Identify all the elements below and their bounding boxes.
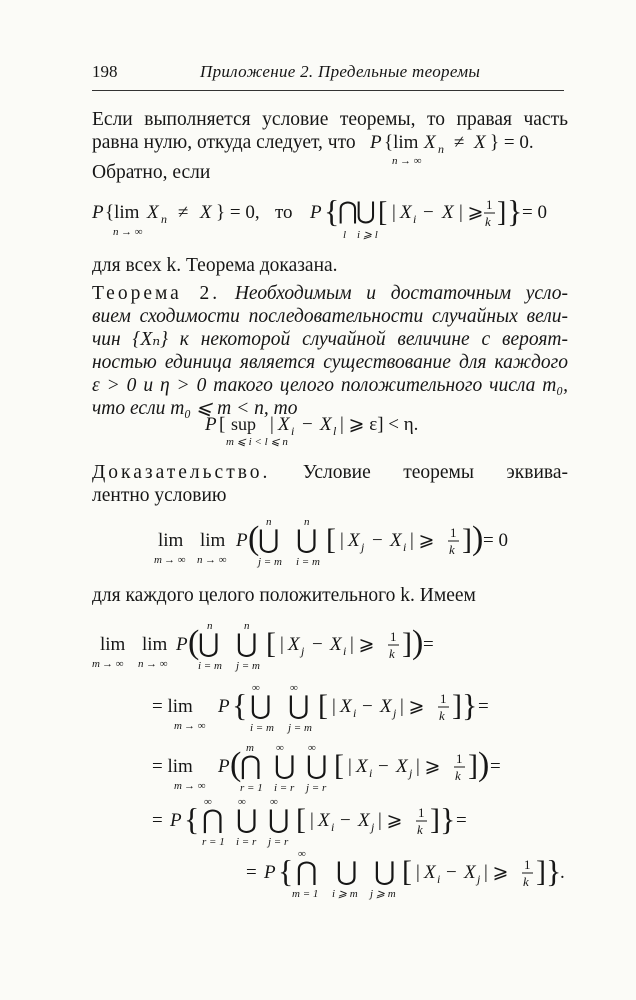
svg-text:X: X (278, 414, 290, 435)
svg-text:m: m (174, 720, 182, 732)
theorem-line-2: вием сходимости последовательности случайных вели- (92, 306, 568, 327)
svg-text:⋂: ⋂ (338, 199, 358, 225)
svg-text:[: [ (266, 627, 276, 660)
svg-text:n: n (244, 620, 250, 632)
svg-text:[: [ (402, 855, 412, 888)
svg-text:(: ( (248, 520, 260, 557)
svg-text:→ ∞: → ∞ (400, 155, 422, 166)
svg-text:i: i (353, 706, 357, 720)
svg-text:X: X (318, 810, 330, 831)
svg-text:1: 1 (418, 805, 425, 820)
svg-text:⋃: ⋃ (268, 805, 290, 834)
svg-text:⋃: ⋃ (296, 525, 318, 554)
svg-text:∞: ∞ (238, 796, 246, 808)
svg-text:(: ( (188, 624, 200, 661)
svg-text:X: X (442, 202, 454, 223)
svg-text:j: j (393, 706, 397, 720)
svg-text:n: n (197, 554, 203, 566)
text-line-2 (92, 131, 356, 154)
svg-text:r = 1: r = 1 (240, 782, 263, 794)
svg-text:k: k (439, 708, 445, 723)
svg-text:m = 1: m = 1 (292, 888, 319, 900)
svg-text:]: ] (462, 523, 472, 556)
svg-text:j = m: j = m (258, 556, 282, 568)
svg-text:∞: ∞ (276, 742, 284, 754)
equation-3 (0, 510, 636, 580)
svg-text:| ⩾: | ⩾ (416, 756, 441, 777)
svg-text:{: { (324, 193, 340, 229)
proof-line-1 (92, 461, 568, 484)
svg-text:): ) (478, 746, 490, 783)
svg-text:m: m (92, 658, 100, 670)
svg-text:[: [ (219, 414, 226, 435)
svg-text:j: j (371, 820, 375, 834)
svg-text:|: | (392, 202, 396, 223)
svg-text:≠: ≠ (178, 202, 189, 223)
svg-text:m ⩽ i < l ⩽ n: m ⩽ i < l ⩽ n (226, 436, 288, 448)
svg-text:X: X (348, 530, 360, 551)
svg-text:i: i (331, 820, 335, 834)
svg-text:X: X (380, 696, 392, 717)
svg-text:k: k (455, 768, 461, 783)
svg-text:= lim: = lim (152, 756, 193, 777)
svg-text:|: | (332, 696, 336, 717)
svg-text:X: X (356, 756, 368, 777)
svg-text:j = m: j = m (236, 660, 260, 672)
svg-text:j: j (477, 872, 481, 886)
svg-text:P: P (236, 530, 248, 551)
svg-text:→ ∞: → ∞ (102, 658, 124, 670)
svg-text:n: n (304, 516, 310, 528)
text-line-2-words: равна нулю, откуда следует, что (92, 132, 356, 153)
svg-text:l: l (343, 229, 347, 241)
svg-text:⋃: ⋃ (236, 629, 258, 658)
svg-text:X: X (390, 530, 402, 551)
theorem-line-6: что если m₀ ⩽ m < n, то (92, 398, 298, 419)
svg-text:−: − (362, 696, 373, 717)
svg-text:} = 0,: } = 0, (216, 202, 260, 223)
eq1-word: то (275, 202, 293, 223)
svg-text:(: ( (230, 746, 242, 783)
svg-text:P: P (218, 756, 230, 777)
svg-text:[: [ (378, 197, 388, 228)
svg-text:{lim: {lim (384, 132, 419, 153)
svg-text:∞: ∞ (270, 796, 278, 808)
proof-line-3: для каждого целого положительного k. Имеем (92, 585, 476, 606)
svg-text:→ ∞: → ∞ (164, 554, 186, 566)
svg-text:]: ] (536, 855, 546, 888)
svg-text:|: | (340, 530, 344, 551)
svg-text:k: k (485, 214, 491, 229)
svg-text:= 0: = 0 (522, 202, 547, 223)
svg-text:⋃: ⋃ (274, 751, 296, 780)
svg-text:= lim: = lim (152, 696, 193, 717)
svg-text:i: i (403, 540, 407, 554)
svg-text:| ⩾: | ⩾ (410, 530, 435, 551)
svg-text:n: n (113, 226, 119, 238)
proof-line-2: лентно условию (92, 485, 227, 506)
svg-text:i = r: i = r (236, 836, 257, 848)
svg-text:X: X (358, 810, 370, 831)
theorem-line-3: чин {Xₙ} к некоторой случайной величине с вероят- (92, 329, 568, 350)
svg-text:i = r: i = r (274, 782, 295, 794)
svg-text:1: 1 (524, 857, 531, 872)
svg-text:i: i (413, 212, 417, 226)
svg-text:∞: ∞ (252, 682, 260, 694)
svg-text:−: − (302, 414, 313, 435)
svg-text:1: 1 (450, 525, 457, 540)
svg-text:⋂: ⋂ (296, 857, 318, 886)
svg-text:i = m: i = m (198, 660, 222, 672)
svg-text:P: P (264, 862, 276, 883)
svg-text:1: 1 (390, 629, 397, 644)
running-header (92, 62, 562, 86)
svg-text:j = r: j = r (306, 782, 327, 794)
theorem-line-5: ε > 0 и η > 0 такого целого положительного числа m₀, (92, 375, 568, 396)
svg-text:]: ] (497, 197, 507, 228)
svg-text:X: X (400, 202, 412, 223)
svg-text:i = m: i = m (296, 556, 320, 568)
svg-text:i: i (369, 766, 373, 780)
svg-text:⋃: ⋃ (198, 629, 220, 658)
svg-text:i ⩾ m: i ⩾ m (332, 888, 358, 900)
svg-text:{: { (184, 801, 200, 837)
svg-text:−: − (446, 862, 457, 883)
svg-text:P: P (218, 696, 230, 717)
svg-text:m: m (154, 554, 162, 566)
svg-text:}: } (440, 801, 456, 837)
svg-text:j: j (409, 766, 413, 780)
svg-text:X: X (320, 414, 332, 435)
svg-text:sup: sup (231, 414, 257, 434)
svg-text:→ ∞: → ∞ (205, 554, 227, 566)
svg-text:}: } (546, 853, 562, 889)
svg-text:⋃: ⋃ (336, 857, 358, 886)
svg-text:→ ∞: → ∞ (184, 780, 206, 792)
svg-text:−: − (312, 634, 323, 655)
svg-text:j: j (301, 644, 305, 658)
svg-text:X: X (464, 862, 476, 883)
svg-text:r = 1: r = 1 (202, 836, 225, 848)
svg-text:k: k (449, 542, 455, 557)
svg-text:|: | (280, 634, 284, 655)
svg-text:⋃: ⋃ (236, 805, 258, 834)
svg-text:lim: lim (100, 634, 126, 655)
svg-text:k: k (389, 646, 395, 661)
svg-text:X: X (340, 696, 352, 717)
inline-probability-formula (370, 126, 590, 166)
svg-text:| ⩾: | ⩾ (350, 634, 375, 655)
svg-text:X: X (200, 202, 212, 223)
svg-text:P: P (170, 810, 182, 831)
svg-text:i: i (291, 424, 295, 438)
svg-text:1: 1 (486, 197, 493, 212)
svg-text:[: [ (296, 803, 306, 836)
svg-text:{lim: {lim (105, 202, 140, 223)
proof-label: Доказательство. (92, 462, 271, 483)
svg-text:⋂: ⋂ (202, 805, 224, 834)
theorem-label: Теорема 2. (92, 283, 221, 304)
svg-text:−: − (423, 202, 434, 223)
text-line-3: Обратно, если (92, 162, 211, 183)
svg-text:): ) (472, 520, 484, 557)
svg-text:X: X (424, 862, 436, 883)
svg-text:P: P (92, 202, 104, 223)
svg-text:l: l (333, 424, 337, 438)
svg-text:X: X (147, 202, 159, 223)
svg-text:k: k (417, 822, 423, 837)
svg-text:j: j (361, 540, 365, 554)
svg-text:=: = (490, 756, 501, 777)
svg-text:|: | (348, 756, 352, 777)
svg-text:i: i (437, 872, 441, 886)
svg-text:j = r: j = r (268, 836, 289, 848)
svg-text:⋂: ⋂ (240, 751, 262, 780)
svg-text:n: n (207, 620, 213, 632)
svg-text:| ⩾ ε] < η.: | ⩾ ε] < η. (340, 414, 419, 435)
equation-2 (0, 402, 636, 452)
svg-text:| ⩾: | ⩾ (484, 862, 509, 883)
svg-text:n: n (138, 658, 144, 670)
equation-chain (0, 612, 636, 902)
svg-text:lim: lim (200, 530, 226, 551)
svg-text:X: X (288, 634, 300, 655)
svg-text:]: ] (430, 803, 440, 836)
svg-text:j = m: j = m (288, 722, 312, 734)
svg-text:n: n (392, 155, 398, 166)
svg-text:|: | (416, 862, 420, 883)
svg-text:= 0: = 0 (483, 530, 508, 551)
svg-text:⋃: ⋃ (258, 525, 280, 554)
running-head-title: Приложение 2. Предельные теоремы (200, 62, 481, 81)
svg-text:| ⩾: | ⩾ (400, 696, 425, 717)
svg-text:k: k (523, 874, 529, 889)
proof-text-1: Условие теоремы эквива- (302, 462, 568, 483)
svg-text:|: | (310, 810, 314, 831)
svg-text:} = 0.: } = 0. (490, 132, 534, 153)
svg-text:→ ∞: → ∞ (121, 226, 143, 238)
svg-text:∞: ∞ (298, 848, 306, 860)
svg-text:X: X (396, 756, 408, 777)
svg-text:⋃: ⋃ (306, 751, 328, 780)
svg-text:lim: lim (142, 634, 168, 655)
svg-text:{: { (278, 853, 294, 889)
svg-text:P: P (370, 132, 382, 153)
svg-text:|: | (270, 414, 274, 435)
svg-text:n: n (266, 516, 272, 528)
svg-text:X: X (424, 132, 436, 153)
svg-text:X: X (330, 634, 342, 655)
svg-text:.: . (560, 862, 565, 883)
svg-text:lim: lim (158, 530, 184, 551)
svg-text:→ ∞: → ∞ (184, 720, 206, 732)
equation-1 (0, 188, 636, 246)
svg-text:[: [ (334, 749, 344, 782)
svg-text:=: = (246, 862, 257, 883)
svg-text:}: } (507, 193, 523, 229)
theorem-line-4: ностью единица является существование для каждого (92, 352, 568, 373)
svg-text:=: = (152, 810, 163, 831)
svg-text:P: P (176, 634, 188, 655)
header-rule (92, 90, 564, 91)
svg-text:1: 1 (456, 751, 463, 766)
page-number: 198 (92, 62, 118, 81)
svg-text:∞: ∞ (308, 742, 316, 754)
svg-text:1: 1 (440, 691, 447, 706)
svg-text:{: { (232, 687, 248, 723)
svg-text:i = m: i = m (250, 722, 274, 734)
svg-text:m: m (174, 780, 182, 792)
svg-text:j ⩾ m: j ⩾ m (370, 888, 396, 900)
svg-text:P: P (310, 202, 322, 223)
svg-text:n: n (438, 142, 444, 156)
svg-text:i: i (343, 644, 347, 658)
svg-text:=: = (478, 696, 489, 717)
svg-text:[: [ (318, 689, 328, 722)
svg-text:m: m (246, 742, 254, 754)
svg-text:}: } (462, 687, 478, 723)
svg-text:⋃: ⋃ (250, 691, 272, 720)
svg-text:∞: ∞ (204, 796, 212, 808)
theorem-line-1 (92, 282, 568, 305)
svg-text:⋃: ⋃ (356, 199, 376, 225)
svg-text:]: ] (468, 749, 478, 782)
text-line-1: Если выполняется условие теоремы, то правая часть (92, 109, 568, 130)
svg-text:=: = (456, 810, 467, 831)
svg-text:−: − (378, 756, 389, 777)
svg-text:∞: ∞ (290, 682, 298, 694)
svg-text:n: n (161, 212, 167, 226)
svg-text:X: X (474, 132, 486, 153)
text-line-4: для всех k. Теорема доказана. (92, 255, 338, 276)
svg-text:−: − (340, 810, 351, 831)
svg-text:]: ] (452, 689, 462, 722)
svg-text:⋃: ⋃ (374, 857, 396, 886)
svg-text:]: ] (402, 627, 412, 660)
svg-text:i ⩾ l: i ⩾ l (357, 229, 378, 241)
svg-text:| ⩾: | ⩾ (459, 202, 484, 223)
theorem-text-1: Необходимым и достаточным усло- (234, 283, 568, 304)
svg-text:⋃: ⋃ (288, 691, 310, 720)
svg-text:): ) (412, 624, 424, 661)
svg-text:=: = (423, 634, 434, 655)
svg-text:→ ∞: → ∞ (146, 658, 168, 670)
svg-text:−: − (372, 530, 383, 551)
svg-text:P: P (205, 414, 217, 435)
svg-text:[: [ (326, 523, 336, 556)
svg-text:| ⩾: | ⩾ (378, 810, 403, 831)
svg-text:≠: ≠ (454, 132, 465, 153)
